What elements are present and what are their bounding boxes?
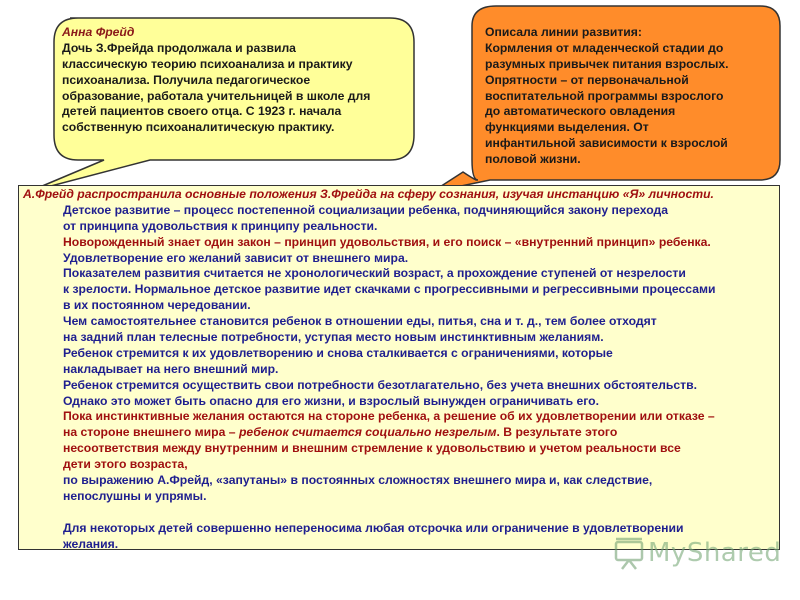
callout-right-line: Кормления от младенческой стадии до: [485, 40, 724, 55]
text-line: накладывает на него внешний мир.: [63, 361, 279, 376]
emphasis-text: ребенок считается социально незрелым: [238, 425, 497, 440]
text-line: по выражению А.Фрейд, «запутаны» в постоянных сложностях внешнего мира и, как следствие,: [63, 473, 653, 488]
callout-right-text: [485, 24, 775, 167]
main-text: [23, 187, 793, 552]
text-line: Удовлетворение его желаний зависит от внешнего мира.: [63, 250, 409, 265]
callout-right-line: воспитательной программы взрослого: [485, 88, 724, 103]
text-line: желания.: [63, 536, 119, 551]
callout-right-line: разумных привычек питания взрослых.: [485, 56, 729, 71]
callout-right-line: функциями выделения. От: [485, 120, 649, 135]
text-line: Пока инстинктивные желания остаются на стороне ребенка, а решение об их удовлетворении или отказе –: [63, 409, 715, 424]
text-line: Однако это может быть опасно для его жизни, и взрослый вынужден ограничивать его.: [63, 393, 599, 408]
callout-right-heading: Описала линии развития:: [485, 25, 642, 39]
text-fragment: . В результате этого: [496, 425, 618, 440]
text-line: Чем самостоятельнее становится ребенок в отношении еды, питья, сна и т. д., тем более отходят: [63, 314, 657, 329]
text-line: в их постоянном чередовании.: [63, 298, 251, 313]
callout-left-line: Дочь З.Фрейда продолжала и развила: [62, 40, 296, 55]
text-line: Показателем развития считается не хронологический возраст, а прохождение ступеней от незрелости: [63, 266, 686, 281]
text-fragment: на стороне внешнего мира –: [63, 425, 239, 440]
text-line: Ребенок стремится осуществить свои потребности безотлагательно, без учета внешних обстоятельств.: [63, 377, 698, 392]
callout-right-line: до автоматического овладения: [485, 104, 676, 119]
text-line: Для некоторых детей совершенно непереносима любая отсрочка или ограничение в удовлетворении: [63, 520, 684, 535]
callout-left-line: образование, работала учительницей в школе для: [62, 88, 371, 103]
callout-left-line: собственную психоаналитическую практику.: [62, 120, 335, 135]
callout-left-line: психоанализа. Получила педагогическое: [62, 72, 311, 87]
text-line: на задний план телесные потребности, уступая место новым инстинктивным желаниям.: [63, 330, 604, 345]
text-line: [23, 425, 793, 441]
text-line: Детское развитие – процесс постепенной социализации ребенка, подчиняющийся закону перехода: [63, 202, 669, 217]
callout-left-text: [62, 24, 404, 135]
text-line: дети этого возраста,: [63, 457, 188, 472]
spacer: [23, 505, 793, 521]
person-name: Анна Фрейд: [62, 25, 135, 39]
watermark-text: MyShared: [648, 538, 782, 568]
callout-left-line: классическую теорию психоанализа и практику: [62, 56, 353, 71]
text-line: Ребенок стремится к их удовлетворению и снова сталкивается с ограничениями, которые: [63, 345, 613, 360]
text-line: несоответствия между внутренним и внешним стремление к удовольствию и учетом реальности все: [63, 441, 681, 456]
text-line: непослушны и упрямы.: [63, 488, 207, 503]
callout-right-line: Опрятности – от первоначальной: [485, 72, 689, 87]
callout-right-line: инфантильной зависимости к взрослой: [485, 136, 728, 151]
text-line: к зрелости. Нормальное детское развитие идет скачками с прогрессивными и регрессивными процессами: [63, 282, 716, 297]
intro-line: А.Фрейд распространила основные положения З.Фрейда на сферу сознания, изучая инстанцию «Я» личности.: [23, 187, 714, 201]
text-line: Новорожденный знает один закон – принцип удовольствия, и его поиск – «внутренний принцип» ребенка.: [63, 234, 711, 249]
presentation-board-icon: [616, 539, 642, 569]
text-line: от принципа удовольствия к принципу реальности.: [63, 218, 378, 233]
callout-right-line: половой жизни.: [485, 152, 581, 167]
callout-left-line: детей пациентов своего отца. С 1923 г. начала: [62, 104, 342, 119]
